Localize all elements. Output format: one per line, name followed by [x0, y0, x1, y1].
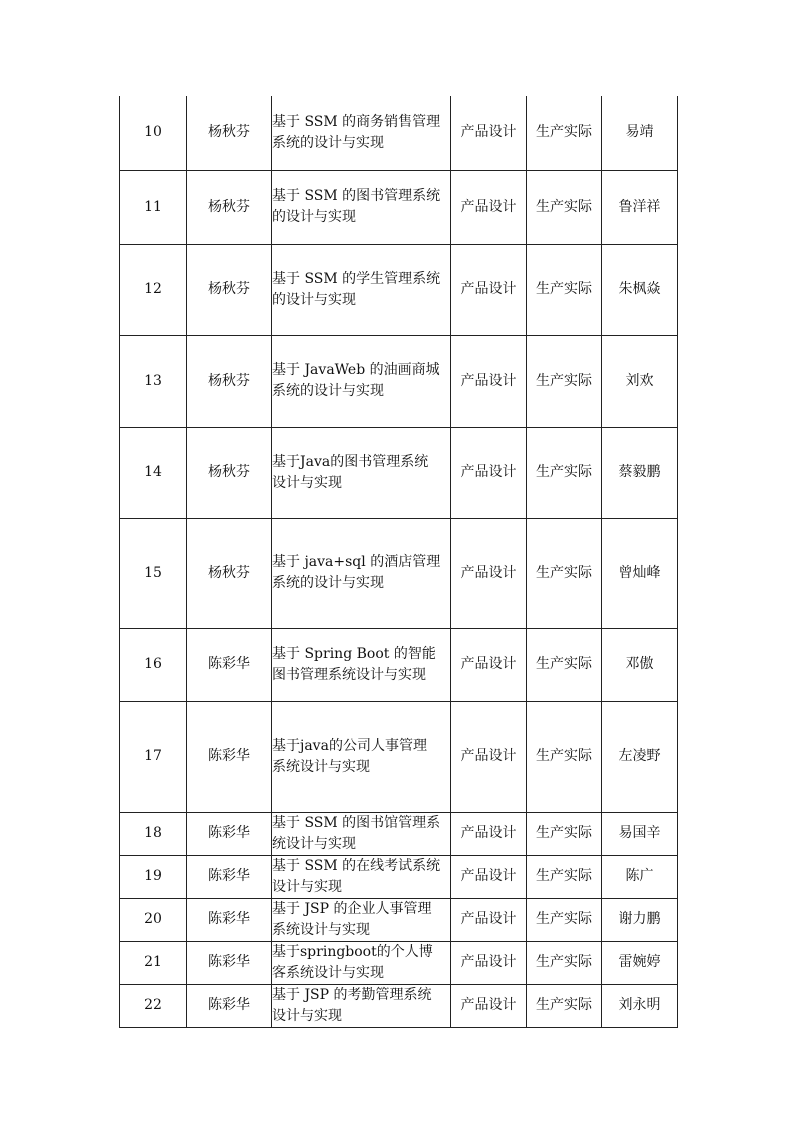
topic-title — [272, 427, 451, 518]
topic-source: 生产实际 — [527, 96, 602, 170]
topic-type: 产品设计 — [451, 170, 527, 244]
student-name: 陈广 — [602, 855, 678, 898]
table-row — [120, 898, 678, 941]
table-row — [120, 984, 678, 1027]
topic-title-line: 基于 SSM 的图书馆管理系 — [272, 814, 441, 831]
table-row — [120, 941, 678, 984]
topic-title — [272, 96, 451, 170]
row-number: 14 — [120, 427, 187, 518]
row-number: 16 — [120, 628, 187, 701]
table-row — [120, 855, 678, 898]
topic-source: 生产实际 — [527, 898, 602, 941]
teacher-name: 陈彩华 — [187, 628, 272, 701]
topic-source: 生产实际 — [527, 628, 602, 701]
row-number: 20 — [120, 898, 187, 941]
topic-title-line: 设计与实现 — [272, 474, 342, 491]
topic-title-line: 客系统设计与实现 — [272, 964, 384, 981]
teacher-name: 陈彩华 — [187, 812, 272, 855]
table-row — [120, 244, 678, 335]
student-name: 鲁洋祥 — [602, 170, 678, 244]
topic-title-line: 基于java的公司人事管理 — [272, 737, 427, 754]
table-row — [120, 335, 678, 427]
topic-source: 生产实际 — [527, 855, 602, 898]
topic-title-line: 基于 JSP 的考勤管理系统 — [272, 986, 432, 1003]
student-name: 谢力鹏 — [602, 898, 678, 941]
row-number: 15 — [120, 518, 187, 628]
student-name: 刘永明 — [602, 984, 678, 1027]
topic-title — [272, 335, 451, 427]
row-number: 10 — [120, 96, 187, 170]
table-row — [120, 427, 678, 518]
topic-title — [272, 941, 451, 984]
topic-source: 生产实际 — [527, 701, 602, 812]
topic-title — [272, 244, 451, 335]
student-name: 刘欢 — [602, 335, 678, 427]
topic-source: 生产实际 — [527, 812, 602, 855]
topic-source: 生产实际 — [527, 984, 602, 1027]
teacher-name: 陈彩华 — [187, 898, 272, 941]
row-number: 19 — [120, 855, 187, 898]
teacher-name: 杨秋芬 — [187, 170, 272, 244]
topic-title — [272, 898, 451, 941]
teacher-name: 陈彩华 — [187, 701, 272, 812]
topic-title — [272, 170, 451, 244]
topic-source: 生产实际 — [527, 244, 602, 335]
row-number: 11 — [120, 170, 187, 244]
topic-title — [272, 701, 451, 812]
table-row — [120, 96, 678, 170]
topic-title-line: 基于springboot的个人博 — [272, 943, 433, 960]
student-name: 易国辛 — [602, 812, 678, 855]
topic-title-line: 的设计与实现 — [272, 291, 356, 308]
table-row — [120, 701, 678, 812]
topic-table — [119, 96, 678, 1028]
row-number: 12 — [120, 244, 187, 335]
topic-title-line: 基于 SSM 的在线考试系统 — [272, 857, 441, 874]
topic-type: 产品设计 — [451, 984, 527, 1027]
row-number: 22 — [120, 984, 187, 1027]
table-row — [120, 518, 678, 628]
topic-source: 生产实际 — [527, 427, 602, 518]
topic-table-body — [120, 96, 678, 1027]
teacher-name: 杨秋芬 — [187, 518, 272, 628]
student-name: 易靖 — [602, 96, 678, 170]
teacher-name: 陈彩华 — [187, 855, 272, 898]
topic-source: 生产实际 — [527, 941, 602, 984]
teacher-name: 杨秋芬 — [187, 427, 272, 518]
topic-title-line: 基于 java+sql 的酒店管理 — [272, 554, 441, 570]
teacher-name: 陈彩华 — [187, 984, 272, 1027]
topic-title-line: 系统的设计与实现 — [272, 134, 384, 151]
teacher-name: 陈彩华 — [187, 941, 272, 984]
topic-type: 产品设计 — [451, 518, 527, 628]
table-row — [120, 170, 678, 244]
topic-title-line: 系统设计与实现 — [272, 921, 370, 938]
teacher-name: 杨秋芬 — [187, 335, 272, 427]
topic-title-line: 基于Java的图书管理系统 — [272, 453, 429, 470]
topic-type: 产品设计 — [451, 628, 527, 701]
topic-type: 产品设计 — [451, 812, 527, 855]
topic-type: 产品设计 — [451, 855, 527, 898]
topic-title-line: 系统设计与实现 — [272, 758, 370, 775]
row-number: 21 — [120, 941, 187, 984]
teacher-name: 杨秋芬 — [187, 96, 272, 170]
table-row — [120, 628, 678, 701]
topic-title-line: 统设计与实现 — [272, 835, 356, 852]
topic-title — [272, 812, 451, 855]
row-number: 13 — [120, 335, 187, 427]
topic-type: 产品设计 — [451, 898, 527, 941]
row-number: 17 — [120, 701, 187, 812]
topic-title-line: 系统的设计与实现 — [272, 383, 384, 399]
student-name: 雷婉婷 — [602, 941, 678, 984]
topic-source: 生产实际 — [527, 170, 602, 244]
topic-title-line: 基于 SSM 的商务销售管理 — [272, 113, 441, 130]
topic-title-line: 基于 JavaWeb 的油画商城 — [272, 362, 440, 378]
student-name: 邓傲 — [602, 628, 678, 701]
topic-title-line: 系统的设计与实现 — [272, 575, 384, 591]
student-name: 朱枫焱 — [602, 244, 678, 335]
topic-title-line: 基于 SSM 的学生管理系统 — [272, 270, 441, 287]
teacher-name: 杨秋芬 — [187, 244, 272, 335]
topic-title — [272, 855, 451, 898]
topic-title — [272, 984, 451, 1027]
topic-title-line: 设计与实现 — [272, 878, 342, 895]
topic-title — [272, 518, 451, 628]
topic-type: 产品设计 — [451, 96, 527, 170]
topic-title-line: 基于 SSM 的图书管理系统 — [272, 188, 441, 204]
topic-type: 产品设计 — [451, 941, 527, 984]
topic-type: 产品设计 — [451, 335, 527, 427]
table-row — [120, 812, 678, 855]
student-name: 蔡毅鹏 — [602, 427, 678, 518]
student-name: 曾灿峰 — [602, 518, 678, 628]
topic-type: 产品设计 — [451, 427, 527, 518]
topic-source: 生产实际 — [527, 518, 602, 628]
topic-title-line: 基于 Spring Boot 的智能 — [272, 645, 436, 662]
topic-title-line: 基于 JSP 的企业人事管理 — [272, 900, 432, 917]
topic-title-line: 图书管理系统设计与实现 — [272, 666, 426, 683]
topic-type: 产品设计 — [451, 244, 527, 335]
topic-source: 生产实际 — [527, 335, 602, 427]
topic-title-line: 的设计与实现 — [272, 209, 356, 225]
topic-title — [272, 628, 451, 701]
topic-title-line: 设计与实现 — [272, 1007, 342, 1024]
topic-type: 产品设计 — [451, 701, 527, 812]
student-name: 左凌野 — [602, 701, 678, 812]
row-number: 18 — [120, 812, 187, 855]
